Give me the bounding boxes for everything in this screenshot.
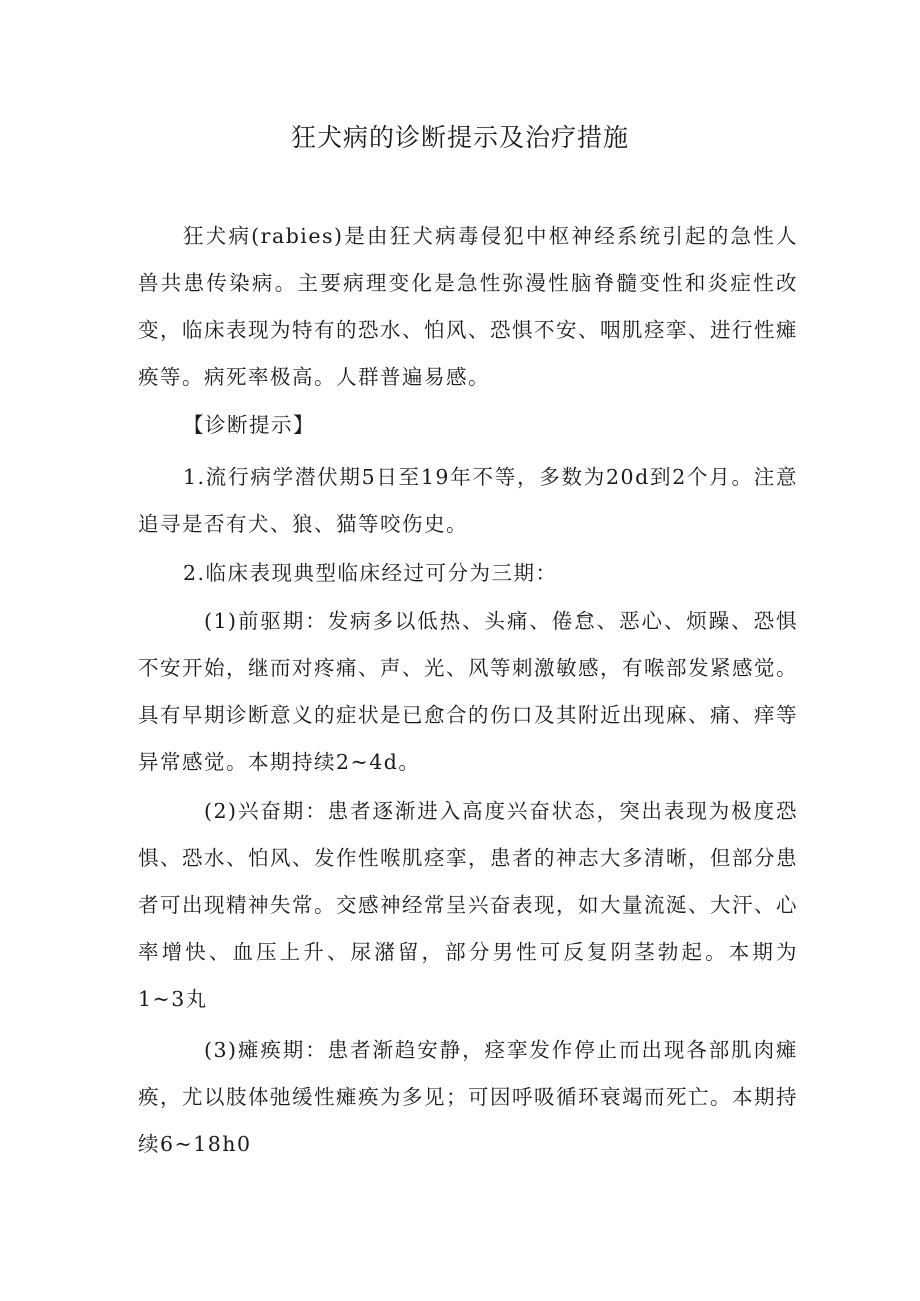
stage-3-paragraph: (3)瘫痪期：患者渐趋安静，痉挛发作停止而出现各部肌肉瘫痪，尤以肢体弛缓性瘫痪为多见；可因呼吸循环衰竭而死亡。本期持续6~18h0 <box>138 1038 798 1156</box>
diagnosis-item-2: 2.临床表现典型临床经过可分为三期： <box>183 561 558 585</box>
stage-1-paragraph: (1)前驱期：发病多以低热、头痛、倦怠、恶心、烦躁、恐惧不安开始，继而对疼痛、声、光、风等刺激敏感，有喉部发紧感觉。具有早期诊断意义的症状是已愈合的伤口及其附近出现麻、痛、痒等异常感觉。本期持续2~4d。 <box>138 609 798 774</box>
section-heading: 【诊断提示】 <box>183 413 315 437</box>
intro-paragraph: 狂犬病(rabies)是由狂犬病毒侵犯中枢神经系统引起的急性人兽共患传染病。主要病理变化是急性弥漫性脑脊髓变性和炎症性改变，临床表现为特有的恐水、怕风、恐惧不安、咽肌痉挛、进行性瘫痪等。病死率极高。人群普遍易感。 <box>138 224 798 389</box>
diagnosis-item-1: 1.流行病学潜伏期5日至19年不等，多数为20d到2个月。注意追寻是否有犬、狼、猫等咬伤史。 <box>138 465 798 536</box>
document-title: 狂犬病的诊断提示及治疗措施 <box>290 123 629 152</box>
stage-2-paragraph: (2)兴奋期：患者逐渐进入高度兴奋状态，突出表现为极度恐惧、恐水、怕风、发作性喉肌痉挛，患者的神志大多清晰，但部分患者可出现精神失常。交感神经常呈兴奋表现，如大量流涎、大汗、心率增快、血压上升、尿潴留，部分男性可反复阴茎勃起。本期为1~3丸 <box>138 799 798 1011</box>
